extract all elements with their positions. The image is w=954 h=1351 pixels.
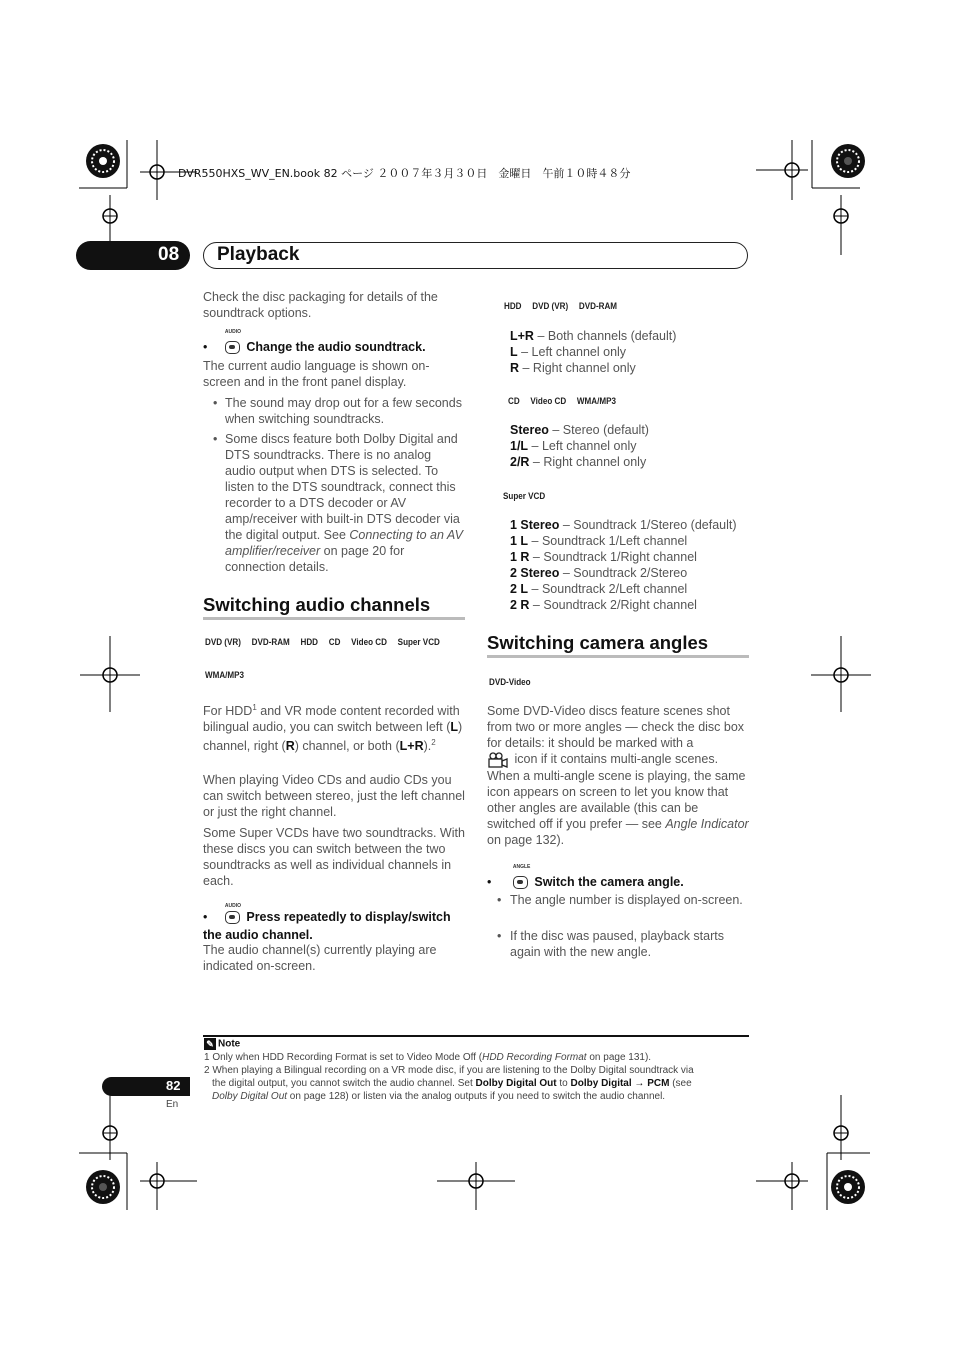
angle-sub1-text: The angle number is displayed on-screen. [510, 893, 743, 907]
para-angles-link: Angle Indicator [665, 816, 749, 831]
group2-list [510, 422, 750, 470]
fn2-line3 [212, 1090, 752, 1103]
fn2-line1: 2 When playing a Bilingual recording on a VR mode disc, if you are listening to the Dolby Digital soundtrack via [204, 1065, 694, 1076]
para-angles-a: Some DVD-Video discs feature scenes shot from two or more angles — check the disc box for details: it should be marked with a [487, 704, 745, 750]
file-header-line: DVR550HXS_WV_EN.book 82 ページ ２００７年３月３０日 金曜日 午前１０時４８分 [178, 167, 631, 180]
fn2-key3: PCM [647, 1078, 670, 1089]
section-title-camera-angles: Switching camera angles [487, 632, 709, 653]
step1-desc: The current audio language is shown on-screen and in the front panel display. [203, 359, 430, 389]
option-desc: – Soundtrack 2/Right channel [529, 598, 697, 612]
list-item [510, 565, 750, 581]
audio-icon-label: AUDIO [224, 329, 241, 335]
section-title-audio-channels: Switching audio channels [203, 594, 431, 615]
page-number: 82 [166, 1078, 181, 1093]
sub2-part-a: Some discs feature both Dolby Digital and DTS soundtracks. There is no analog audio output when DTS is selected. To listen to the DTS soundtrack, connect this recorder to a DTS decoder or AV amp/receiver with built-in DTS decoder via the digital output. See [225, 432, 460, 542]
para-angles-c: on page 132). [487, 832, 565, 847]
option-key: L+R [510, 329, 534, 343]
option-desc: – Left channel only [528, 439, 637, 453]
para-angles [487, 703, 749, 848]
bullet-dot: • [213, 396, 218, 410]
page-language: En [166, 1099, 179, 1110]
audio-button-icon [224, 329, 243, 354]
step-switch-channel [203, 903, 465, 944]
sub2-text [225, 431, 465, 575]
notes-rule [203, 1035, 749, 1037]
fn2-d: (see [669, 1078, 692, 1089]
fn2-b: the digital output, you cannot switch the audio channel. Set [212, 1078, 476, 1089]
footnote-ref-2: 2 [431, 738, 436, 748]
badge-video-cd: Video CD [351, 637, 387, 648]
list-item [510, 422, 750, 438]
option-key: 2 L [510, 582, 529, 596]
badge-dvd-vr: DVD (VR) [532, 301, 569, 312]
fn2-key2: Dolby Digital [570, 1078, 632, 1089]
para-bilingual [203, 700, 465, 754]
angle-sub-bullet-1 [497, 892, 749, 908]
key-L: L [450, 720, 459, 735]
section-rule [487, 655, 749, 658]
option-desc: – Soundtrack 1/Stereo (default) [559, 518, 737, 532]
option-desc: – Soundtrack 2/Left channel [528, 582, 688, 596]
badge-dvd-ram: DVD-RAM [578, 301, 618, 312]
list-item [510, 438, 750, 454]
bullet-dot: • [497, 929, 502, 943]
para-angles-b: icon if it contains multi-angle scenes. When a multi-angle scene is playing, the same icon appears on screen to let you know that other angles are available (this can be switched off if you prefer — see [487, 752, 746, 831]
badge-super-vcd: Super VCD [397, 637, 440, 648]
key-LR: L+R [399, 739, 424, 754]
angle-step-label: Switch the camera angle. [534, 875, 684, 889]
para-super-vcd: Some Super VCDs have two soundtracks. With these discs you can switch between the two soundtracks as well as individual channels in each. [203, 826, 465, 888]
section-rule [203, 617, 465, 620]
footnote-ref-1: 1 [252, 703, 257, 712]
group1-list [510, 328, 750, 376]
fn2-e: on page 128) or listen via the analog outputs if you need to switch the audio channel. [287, 1091, 666, 1102]
option-desc: – Soundtrack 1/Left channel [528, 534, 688, 548]
option-desc: – Right channel only [519, 361, 636, 375]
sub2-link: Connecting to an AV amplifier/receiver [225, 528, 463, 558]
multi-angle-icon [487, 752, 509, 768]
option-key: Stereo [510, 423, 549, 437]
option-key: L [510, 345, 518, 359]
bullet-dot: • [487, 875, 492, 889]
key-R: R [285, 739, 295, 754]
footnote-1 [204, 1051, 752, 1064]
para1-d: ) channel, or both ( [294, 739, 400, 754]
angle-button-icon [512, 864, 531, 889]
sub2-part-b: on page 20 for connection details. [225, 544, 405, 574]
badge-hdd: HDD [504, 301, 522, 312]
group2-badges [508, 396, 624, 407]
option-key: 1 Stereo [510, 518, 560, 532]
para1-e: ). [423, 739, 432, 754]
fn1-b: on page 131). [586, 1052, 652, 1063]
list-item [510, 360, 750, 376]
step-switch-angle [487, 864, 749, 889]
option-key: 2 Stereo [510, 566, 560, 580]
notes-label: Note [218, 1038, 241, 1050]
list-item [510, 533, 750, 549]
fn2-key1: Dolby Digital Out [475, 1078, 557, 1089]
option-desc: – Soundtrack 1/Right channel [529, 550, 697, 564]
fn2-line2 [212, 1077, 752, 1090]
disc-badges [205, 637, 448, 648]
list-item [510, 581, 750, 597]
list-item [510, 549, 750, 565]
para-video-cd: When playing Video CDs and audio CDs you can switch between stereo, just the left channel or just the right channel. [203, 773, 465, 819]
option-desc: – Stereo (default) [548, 423, 649, 437]
badge-dvd-vr: DVD (VR) [205, 637, 241, 648]
audio-button-icon [224, 903, 243, 926]
option-key: 2/R [510, 455, 530, 469]
badge-cd: CD [508, 396, 520, 407]
list-item [510, 454, 750, 470]
option-desc: – Both channels (default) [533, 329, 677, 343]
chapter-number: 08 [158, 244, 180, 265]
badge-super-vcd: Super VCD [503, 491, 546, 502]
fn2-link: Dolby Digital Out [212, 1091, 288, 1102]
badge-hdd: HDD [300, 637, 319, 648]
fn2-arrow: → [631, 1078, 648, 1089]
option-key: 2 R [510, 598, 530, 612]
audio-icon-label: AUDIO [224, 903, 241, 909]
list-item [510, 597, 750, 613]
angle-sub-bullet-2 [497, 928, 749, 960]
bullet-dot: • [497, 893, 502, 907]
badge-dvd-video: DVD-Video [489, 677, 531, 688]
group1-badges [504, 301, 626, 312]
fn2-c: to [556, 1078, 571, 1089]
fn1-link: HDD Recording Format [482, 1052, 587, 1063]
option-desc: – Right channel only [529, 455, 647, 469]
option-desc: – Left channel only [517, 345, 627, 359]
list-item [510, 517, 750, 533]
chapter-title: Playback [217, 244, 300, 265]
angle-sub2-text: If the disc was paused, playback starts again with the new angle. [510, 929, 724, 959]
para1-a: For HDD [203, 704, 253, 719]
badge-cd: CD [328, 637, 341, 648]
option-desc: – Soundtrack 2/Stereo [559, 566, 688, 580]
badge-video-cd: Video CD [530, 396, 567, 407]
step-change-soundtrack [203, 329, 465, 354]
step2-desc: The audio channel(s) currently playing are indicated on-screen. [203, 943, 437, 973]
option-key: 1/L [510, 439, 529, 453]
intro-text: Check the disc packaging for details of the soundtrack options. [203, 290, 438, 320]
footnote-2 [204, 1064, 752, 1103]
group3-list [510, 517, 750, 613]
badge-wma-mp3: WMA/MP3 [576, 396, 616, 407]
badge-dvd-ram: DVD-RAM [251, 637, 290, 648]
sub-bullet-1 [213, 395, 463, 427]
list-item [510, 344, 750, 360]
notes-heading [204, 1038, 240, 1050]
option-key: R [510, 361, 520, 375]
angle-icon-label: ANGLE [512, 864, 531, 870]
sub1-text: The sound may drop out for a few seconds when switching soundtracks. [225, 396, 462, 426]
list-item [510, 328, 750, 344]
bullet-dot: • [203, 910, 208, 924]
para1-c: ) channel, right ( [203, 720, 463, 754]
option-key: 1 L [510, 534, 529, 548]
fn1-a: 1 Only when HDD Recording Format is set to Video Mode Off ( [204, 1052, 483, 1063]
bullet-dot: • [203, 340, 208, 354]
option-key: 1 R [510, 550, 530, 564]
para1-b: and VR mode content recorded with bilingual audio, you can switch between left ( [203, 704, 460, 735]
step1-label: Change the audio soundtrack. [246, 340, 426, 354]
note-icon: ✎ [204, 1038, 216, 1050]
bullet-dot: • [213, 432, 218, 446]
sub-bullet-2 [213, 431, 465, 575]
badge-wma-mp3: WMA/MP3 [205, 670, 245, 681]
step2-label: Press repeatedly to display/switch the audio channel. [203, 910, 451, 942]
